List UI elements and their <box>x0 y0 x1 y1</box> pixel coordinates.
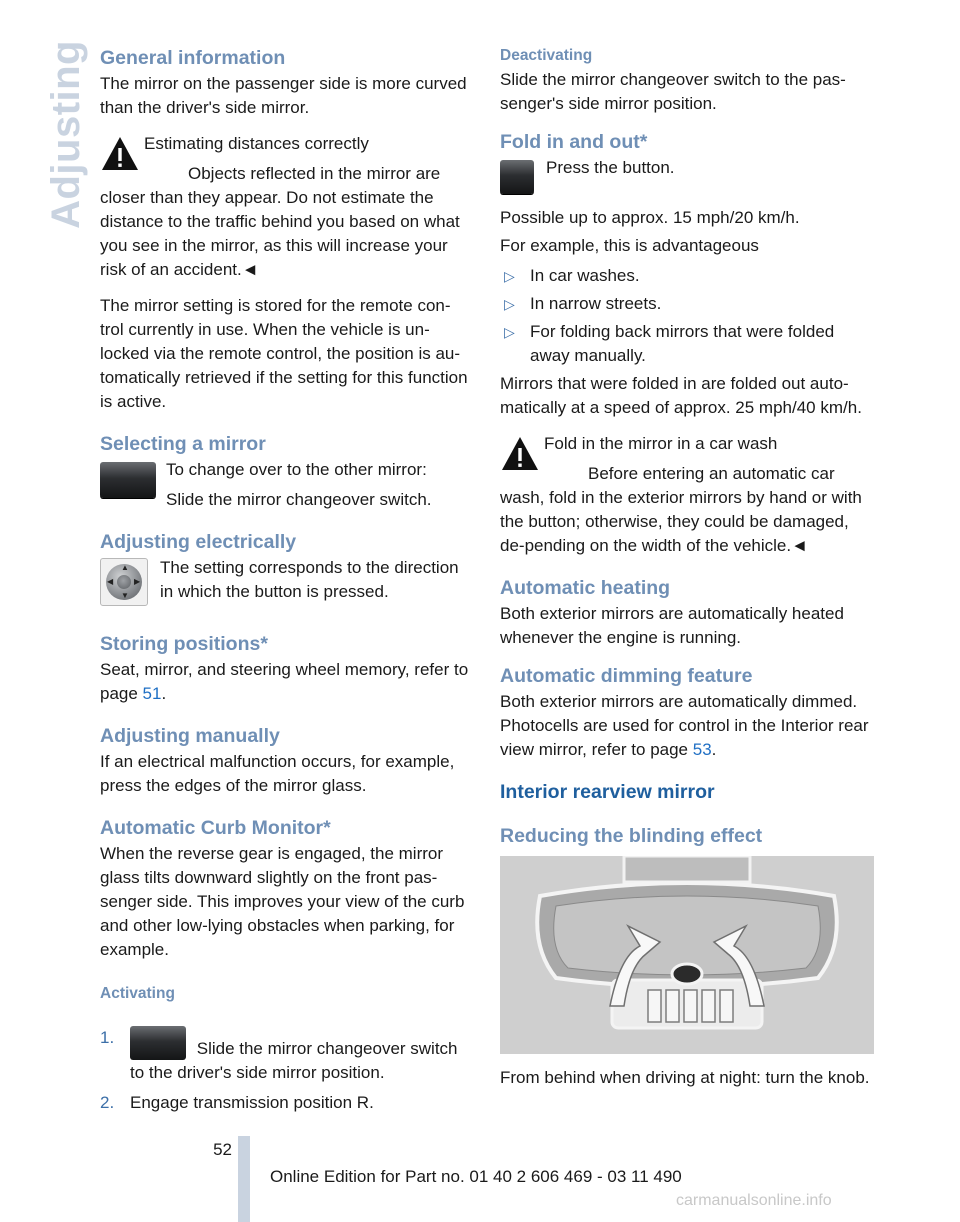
footer-bar <box>238 1136 250 1222</box>
fold-auto: Mirrors that were folded in are folded out auto-matically at a speed of approx. 25 mph/40 km/h. <box>500 374 862 417</box>
warning-distances <box>100 132 472 282</box>
heading-automatic-dimming: Automatic dimming feature <box>500 665 753 687</box>
activating-steps <box>100 1026 472 1115</box>
heading-curb-monitor: Automatic Curb Monitor* <box>100 817 331 839</box>
fold-button-icon <box>500 160 534 194</box>
mirror-joystick-icon: ▲ ▼ ◀ ▶ <box>100 558 148 606</box>
warning-distances-title: Estimating distances correctly <box>144 134 369 153</box>
electric-text: The setting corresponds to the direction in which the button is pressed. <box>160 558 459 601</box>
heading-interior-rearview-mirror: Interior rearview mirror <box>500 781 715 803</box>
storing-text: Seat, mirror, and steering wheel memory, refer to page 51. <box>100 660 469 703</box>
page-link-53[interactable]: 53 <box>692 740 712 759</box>
deactivating-text: Slide the mirror changeover switch to the pas-senger's side mirror position. <box>500 70 846 113</box>
heading-adjusting-electrically: Adjusting electrically <box>100 531 297 553</box>
fold-bullets <box>500 264 874 368</box>
heading-adjusting-manually: Adjusting manually <box>100 725 280 747</box>
right-column <box>500 44 874 1090</box>
chapter-tab-label: Adjusting <box>44 40 88 229</box>
page-number: 52 <box>213 1140 232 1159</box>
list-item: ▷ In car washes. <box>504 266 640 285</box>
warning-car-wash-title: Fold in the mirror in a car wash <box>544 434 778 453</box>
dimming-text: Both exterior mirrors are automatically dimmed. Photocells are used for control in the Interior rear view mirror, refer to page 53. <box>500 692 869 759</box>
warning-car-wash <box>500 432 874 558</box>
curb-text: When the reverse gear is engaged, the mirror glass tilts downward slightly on the front pas-senger side. This improves your view of the curb and other low-lying obstacles when parking, for example. <box>100 844 465 959</box>
heading-reducing-blinding: Reducing the blinding effect <box>500 825 763 847</box>
heading-fold: Fold in and out* <box>500 131 648 153</box>
left-column <box>100 44 472 1121</box>
edition-text: Online Edition for Part no. 01 40 2 606 469 - 03 11 490 <box>270 1167 682 1186</box>
selecting-line-1: To change over to the other mirror: <box>166 460 427 479</box>
rearview-mirror-illustration <box>500 856 874 1054</box>
page-link-51[interactable]: 51 <box>142 684 162 703</box>
storage-text: The mirror setting is stored for the remote con-trol currently in use. When the vehicle is un-locked via the remote control, the position is au-tomatically retrieved if the setting for this function is active. <box>100 296 468 411</box>
fold-speed: Possible up to approx. 15 mph/20 km/h. <box>500 208 800 227</box>
general-text: The mirror on the passenger side is more curved than the driver's side mirror. <box>100 74 467 117</box>
list-item: 1. Slide the mirror changeover switch to the driver's side mirror position. <box>100 1028 458 1082</box>
heading-deactivating: Deactivating <box>500 47 593 64</box>
mirror-changeover-switch-icon <box>130 1026 186 1060</box>
chapter-tab <box>18 40 88 240</box>
list-item: 2. Engage transmission position R. <box>100 1093 374 1112</box>
rearview-mirror-drawing <box>500 856 874 1054</box>
heating-text: Both exterior mirrors are automatically heated whenever the engine is running. <box>500 604 844 647</box>
heading-general-information: General information <box>100 47 286 69</box>
heading-activating: Activating <box>100 985 175 1002</box>
warning-car-wash-text: Before entering an automatic car wash, fold in the exterior mirrors by hand or with the button; otherwise, they could be damaged, de-pending on the width of the vehicle.◄ <box>500 464 862 555</box>
fold-press: Press the button. <box>546 158 675 177</box>
list-item: ▷ In narrow streets. <box>504 294 662 313</box>
fold-advantage: For example, this is advantageous <box>500 236 759 255</box>
heading-selecting-mirror: Selecting a mirror <box>100 433 266 455</box>
list-item: ▷ For folding back mirrors that were folded away manually. <box>504 322 835 365</box>
watermark: carmanualsonline.info <box>676 1192 832 1209</box>
manual-text: If an electrical malfunction occurs, for example, press the edges of the mirror glass. <box>100 752 455 795</box>
warning-triangle-icon <box>100 134 140 174</box>
heading-storing-positions: Storing positions* <box>100 633 268 655</box>
blinding-text: From behind when driving at night: turn the knob. <box>500 1068 870 1087</box>
mirror-changeover-switch-icon <box>100 462 156 498</box>
warning-triangle-icon <box>500 434 540 474</box>
heading-automatic-heating: Automatic heating <box>500 577 671 599</box>
selecting-line-2: Slide the mirror changeover switch. <box>166 490 432 509</box>
warning-distances-text: Objects reflected in the mirror are closer than they appear. Do not estimate the distance to the traffic behind you based on what you see in the mirror, as this will increase your risk of an accident.◄ <box>100 164 460 279</box>
